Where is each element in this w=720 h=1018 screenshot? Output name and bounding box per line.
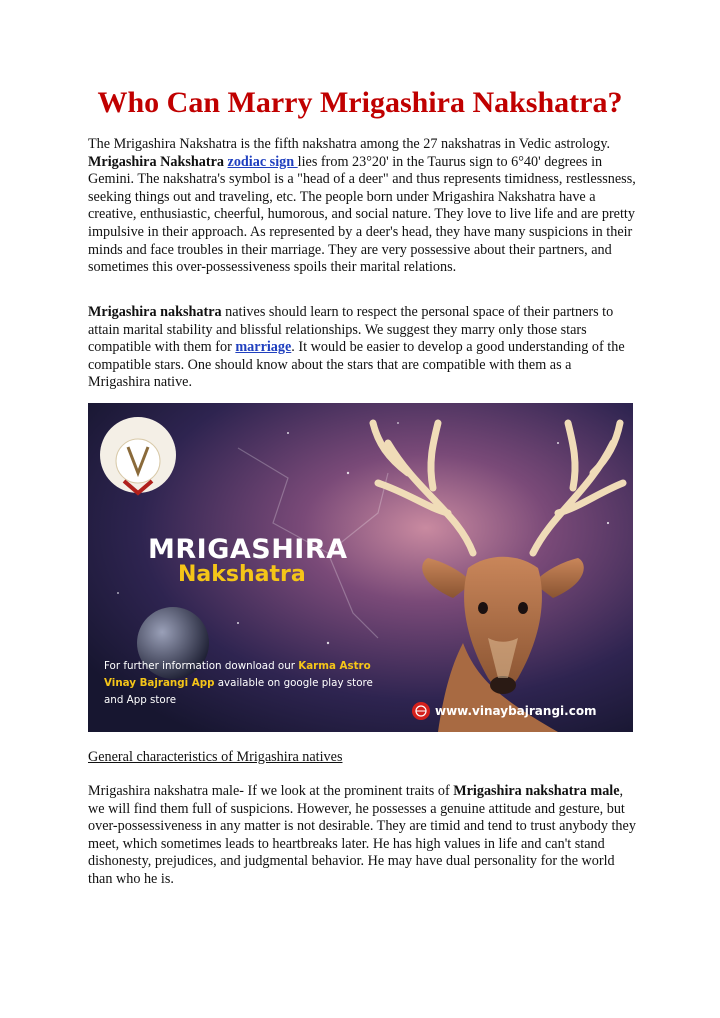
page-title: Who Can Marry Mrigashira Nakshatra? — [97, 86, 623, 119]
para2-text-2: . It would be easier to develop a good understanding of the compatible stars. One should know about the stars that are compatible with them as a Mrigashira native. — [88, 339, 625, 391]
zodiac-sign-link[interactable]: zodiac sign — [227, 153, 298, 170]
banner-info-highlight: Karma Astro Vinay Bajrangi App — [104, 660, 371, 689]
mrigashira-banner-image — [88, 403, 633, 732]
para3-text-2: , we will find them full of suspicions. However, he possesses a genuine attitude and gesture, but over-possessiveness in any matter is not desirable. They are timid and tend to trust anybody they meet, which sometimes leads to heartbreaks later. He has high values in life and can't stand dishonesty, prejudices, and judgmental behavior. He may have dual personality for the world than who he is. — [88, 783, 636, 887]
para2-text-1: natives should learn to respect the personal space of their partners to attain marital stability and blissful relationships. We suggest they marry only those stars compatible with them for — [88, 304, 614, 356]
intro-text-1: The Mrigashira Nakshatra is the fifth nakshatra among the 27 nakshatras in Vedic astrology. — [88, 136, 611, 152]
banner-info-1: For further information download our — [104, 660, 299, 672]
banner-website: www.vinaybajrangi.com — [435, 704, 597, 718]
intro-text-3: lies from 23°20' in the Taurus sign to 6°40' degrees in Gemini. The nakshatra's symbol is a "head of a deer" and thus represents timidness, restlessness, seeking things out and traveling, etc. The people born under Mrigashira Nakshatra have a creative, enthusiastic, cheerful, humorous, and social nature. They love to live life and are pretty impulsive in their approach. As represented by a deer's head, they have many suspicions in their minds and face troubles in their marriage. They are very possessive about their partners, and sometimes this over-possessiveness spoils their marital relations. — [88, 153, 636, 276]
compatibility-paragraph — [88, 304, 636, 392]
intro-paragraph — [88, 136, 636, 277]
banner-info-2: available on google play store and App store — [104, 677, 373, 706]
intro-bold-1: Mrigashira Nakshatra — [88, 153, 224, 170]
para3-bold-1: Mrigashira nakshatra male — [453, 783, 620, 799]
section-heading: General characteristics of Mrigashira natives — [88, 749, 343, 765]
banner-title: MRIGASHIRA — [148, 534, 348, 565]
banner-info-text — [104, 658, 384, 709]
marriage-link[interactable]: marriage — [235, 339, 292, 356]
banner-subtitle: Nakshatra — [178, 562, 306, 587]
para2-bold-1: Mrigashira nakshatra — [88, 304, 222, 320]
para3-text-1: Mrigashira nakshatra male- If we look at the prominent traits of — [88, 783, 454, 799]
male-characteristics-paragraph — [88, 783, 636, 889]
